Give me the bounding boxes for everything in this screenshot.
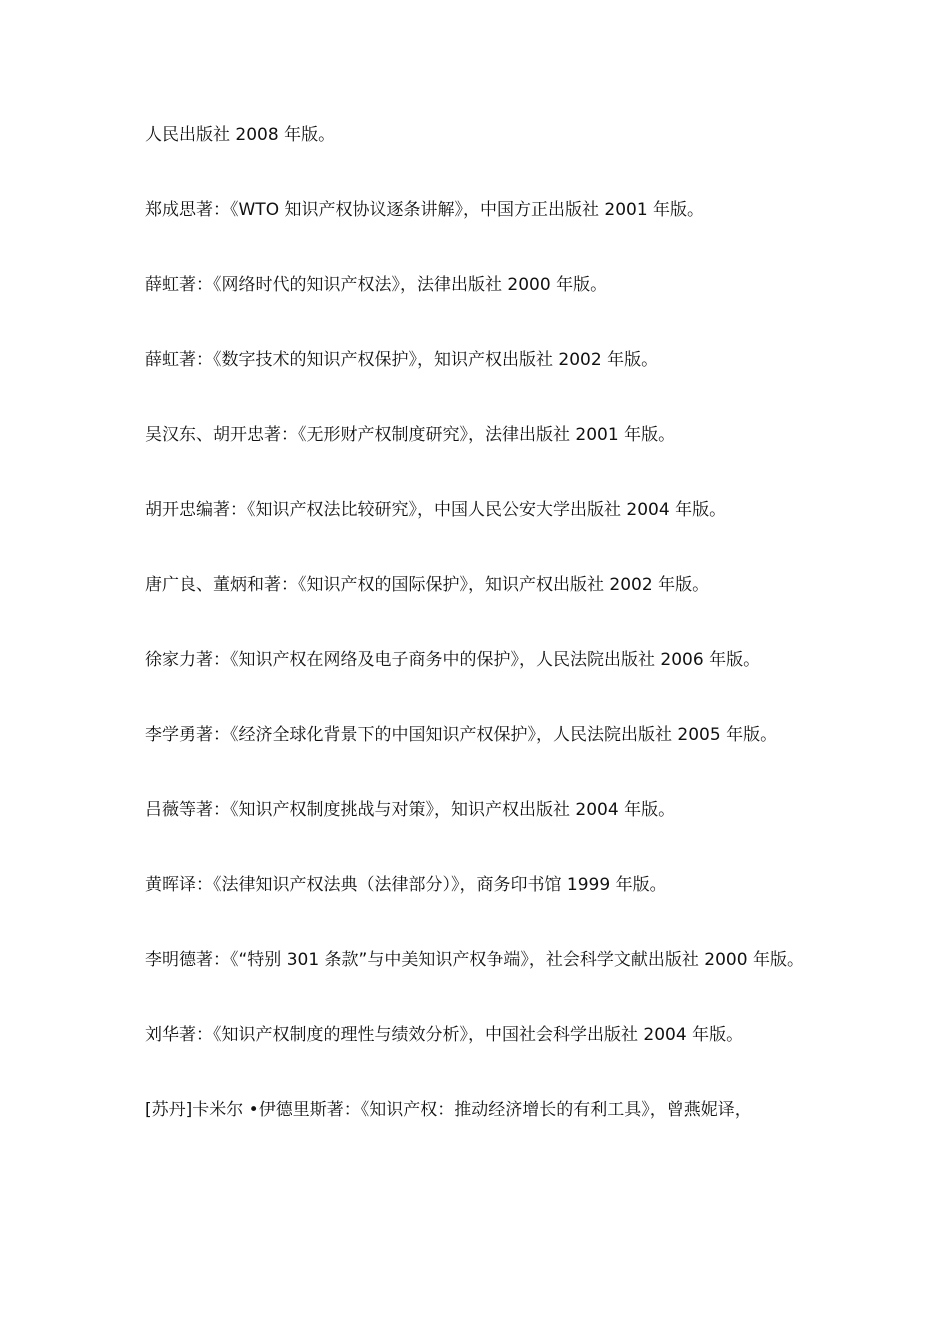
- reference-item: 李学勇著：《经济全球化背景下的中国知识产权保护》，人民法院出版社 2005 年版。: [145, 725, 778, 745]
- reference-item: 黄晖译：《法律知识产权法典（法律部分）》，商务印书馆 1999 年版。: [145, 875, 667, 895]
- reference-item: 薛虹著：《数字技术的知识产权保护》，知识产权出版社 2002 年版。: [145, 350, 659, 370]
- reference-item: 唐广良、董炳和著：《知识产权的国际保护》，知识产权出版社 2002 年版。: [145, 575, 710, 595]
- reference-item: 徐家力著：《知识产权在网络及电子商务中的保护》，人民法院出版社 2006 年版。: [145, 650, 761, 670]
- reference-item: 人民出版社 2008 年版。: [145, 125, 336, 145]
- reference-list: [145, 117, 815, 1167]
- reference-item: 薛虹著：《网络时代的知识产权法》，法律出版社 2000 年版。: [145, 275, 608, 295]
- reference-item: 吕薇等著：《知识产权制度挑战与对策》，知识产权出版社 2004 年版。: [145, 800, 676, 820]
- reference-item: 吴汉东、胡开忠著：《无形财产权制度研究》，法律出版社 2001 年版。: [145, 425, 676, 445]
- reference-item: 李明德著：《“特别 301 条款”与中美知识产权争端》，社会科学文献出版社 2000 年版。: [145, 950, 804, 970]
- reference-item: 胡开忠编著：《知识产权法比较研究》，中国人民公安大学出版社 2004 年版。: [145, 500, 727, 520]
- reference-item: [苏丹]卡米尔 •伊德里斯著：《知识产权：推动经济增长的有利工具》，曾燕妮译，: [145, 1100, 752, 1120]
- reference-item: 郑成思著：《WTO 知识产权协议逐条讲解》，中国方正出版社 2001 年版。: [145, 200, 705, 220]
- reference-item: 刘华著：《知识产权制度的理性与绩效分析》，中国社会科学出版社 2004 年版。: [145, 1025, 744, 1045]
